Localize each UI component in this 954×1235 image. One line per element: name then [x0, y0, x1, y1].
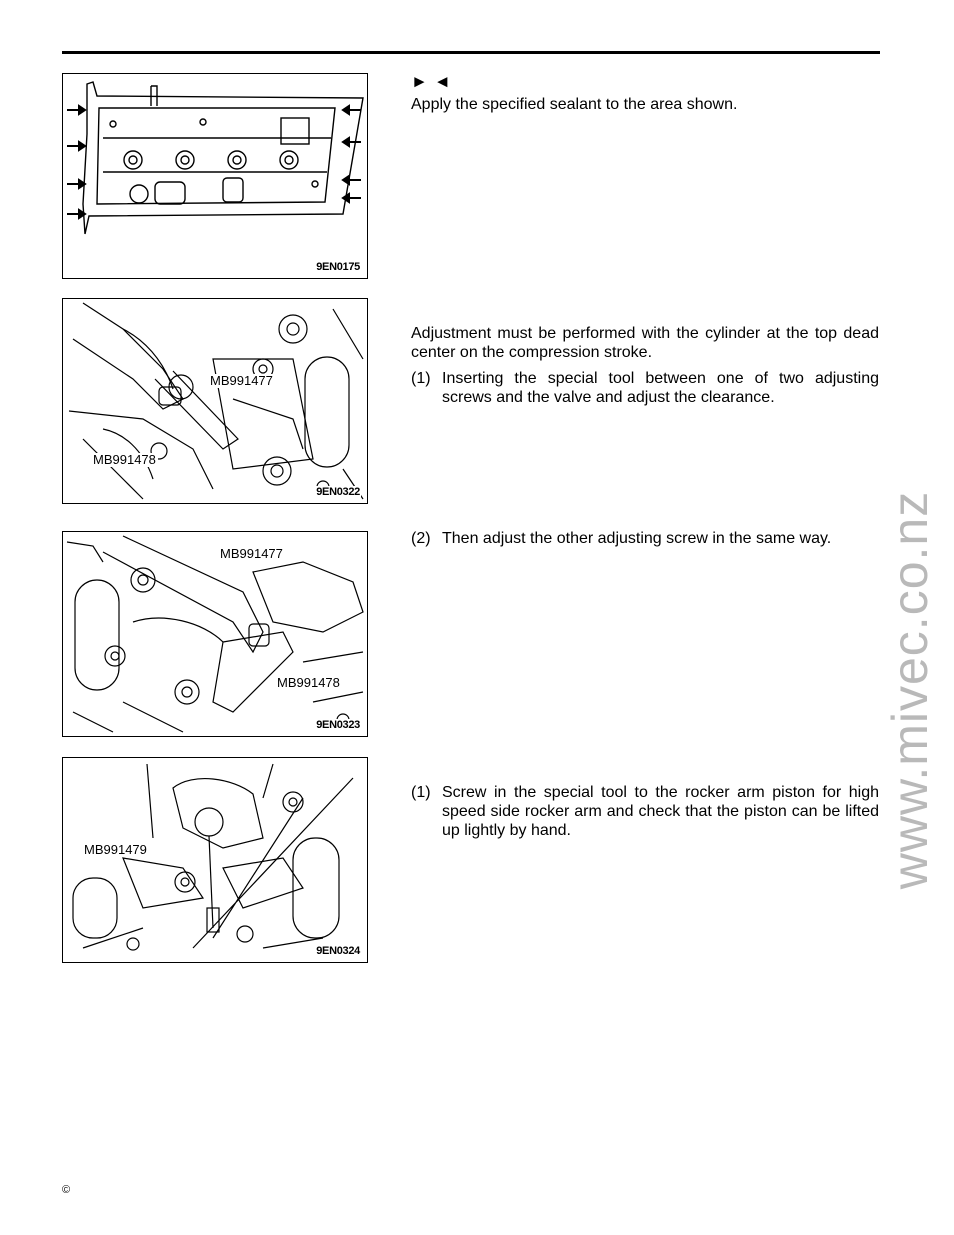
figure-adjust-clearance: [62, 298, 368, 504]
copyright-symbol: ©: [62, 1184, 71, 1196]
header-rule: [62, 51, 880, 54]
figure-piston-check: [62, 757, 368, 963]
tool-label-mb991477: MB991477: [220, 546, 283, 561]
step-text: Then adjust the other adjusting screw in the same way.: [442, 530, 832, 547]
tool-label-mb991477: MB991477: [210, 373, 273, 388]
figure-code: 9EN0323: [316, 719, 360, 731]
watermark-text: www.mivec.co.nz: [882, 490, 938, 890]
step-number: (2): [411, 530, 431, 547]
rocker-cover-drawing: [63, 74, 368, 279]
tool-label-mb991478: MB991478: [277, 675, 340, 690]
section-sealant: [411, 72, 879, 114]
step-number: (1): [411, 370, 431, 387]
adjust-other-screw-drawing: [63, 532, 368, 737]
figure-code: 9EN0175: [316, 261, 360, 273]
tool-label-mb991478: MB991478: [93, 452, 156, 467]
section-adjustment: [411, 324, 879, 407]
figure-adjust-other-screw: [62, 531, 368, 737]
adjust-clearance-drawing: [63, 299, 368, 504]
adjust-step-2: [411, 529, 879, 548]
section-piston-check: [411, 776, 879, 840]
adjust-step-1: [411, 369, 879, 407]
step-number: (1): [411, 784, 431, 801]
sealant-instruction: Apply the specified sealant to the area shown.: [411, 96, 738, 113]
tool-label-mb991479: MB991479: [84, 842, 147, 857]
figure-code: 9EN0324: [316, 945, 360, 957]
step-text: Inserting the special tool between one of two adjusting screws and the valve and adjust the clearance.: [442, 370, 879, 406]
step-text: Screw in the special tool to the rocker arm piston for high speed side rocker arm and check that the piston can be lifted up lightly by hand.: [442, 784, 879, 839]
adjustment-intro: Adjustment must be performed with the cylinder at the top dead center on the compression stroke.: [411, 325, 879, 361]
figure-code: 9EN0322: [316, 486, 360, 498]
piston-check-drawing: [63, 758, 368, 963]
procedure-mark-arrows: ►◄: [411, 72, 457, 91]
section-adjustment-step-2: [411, 522, 879, 548]
piston-step-1: [411, 783, 879, 840]
figure-rocker-cover: [62, 73, 368, 279]
